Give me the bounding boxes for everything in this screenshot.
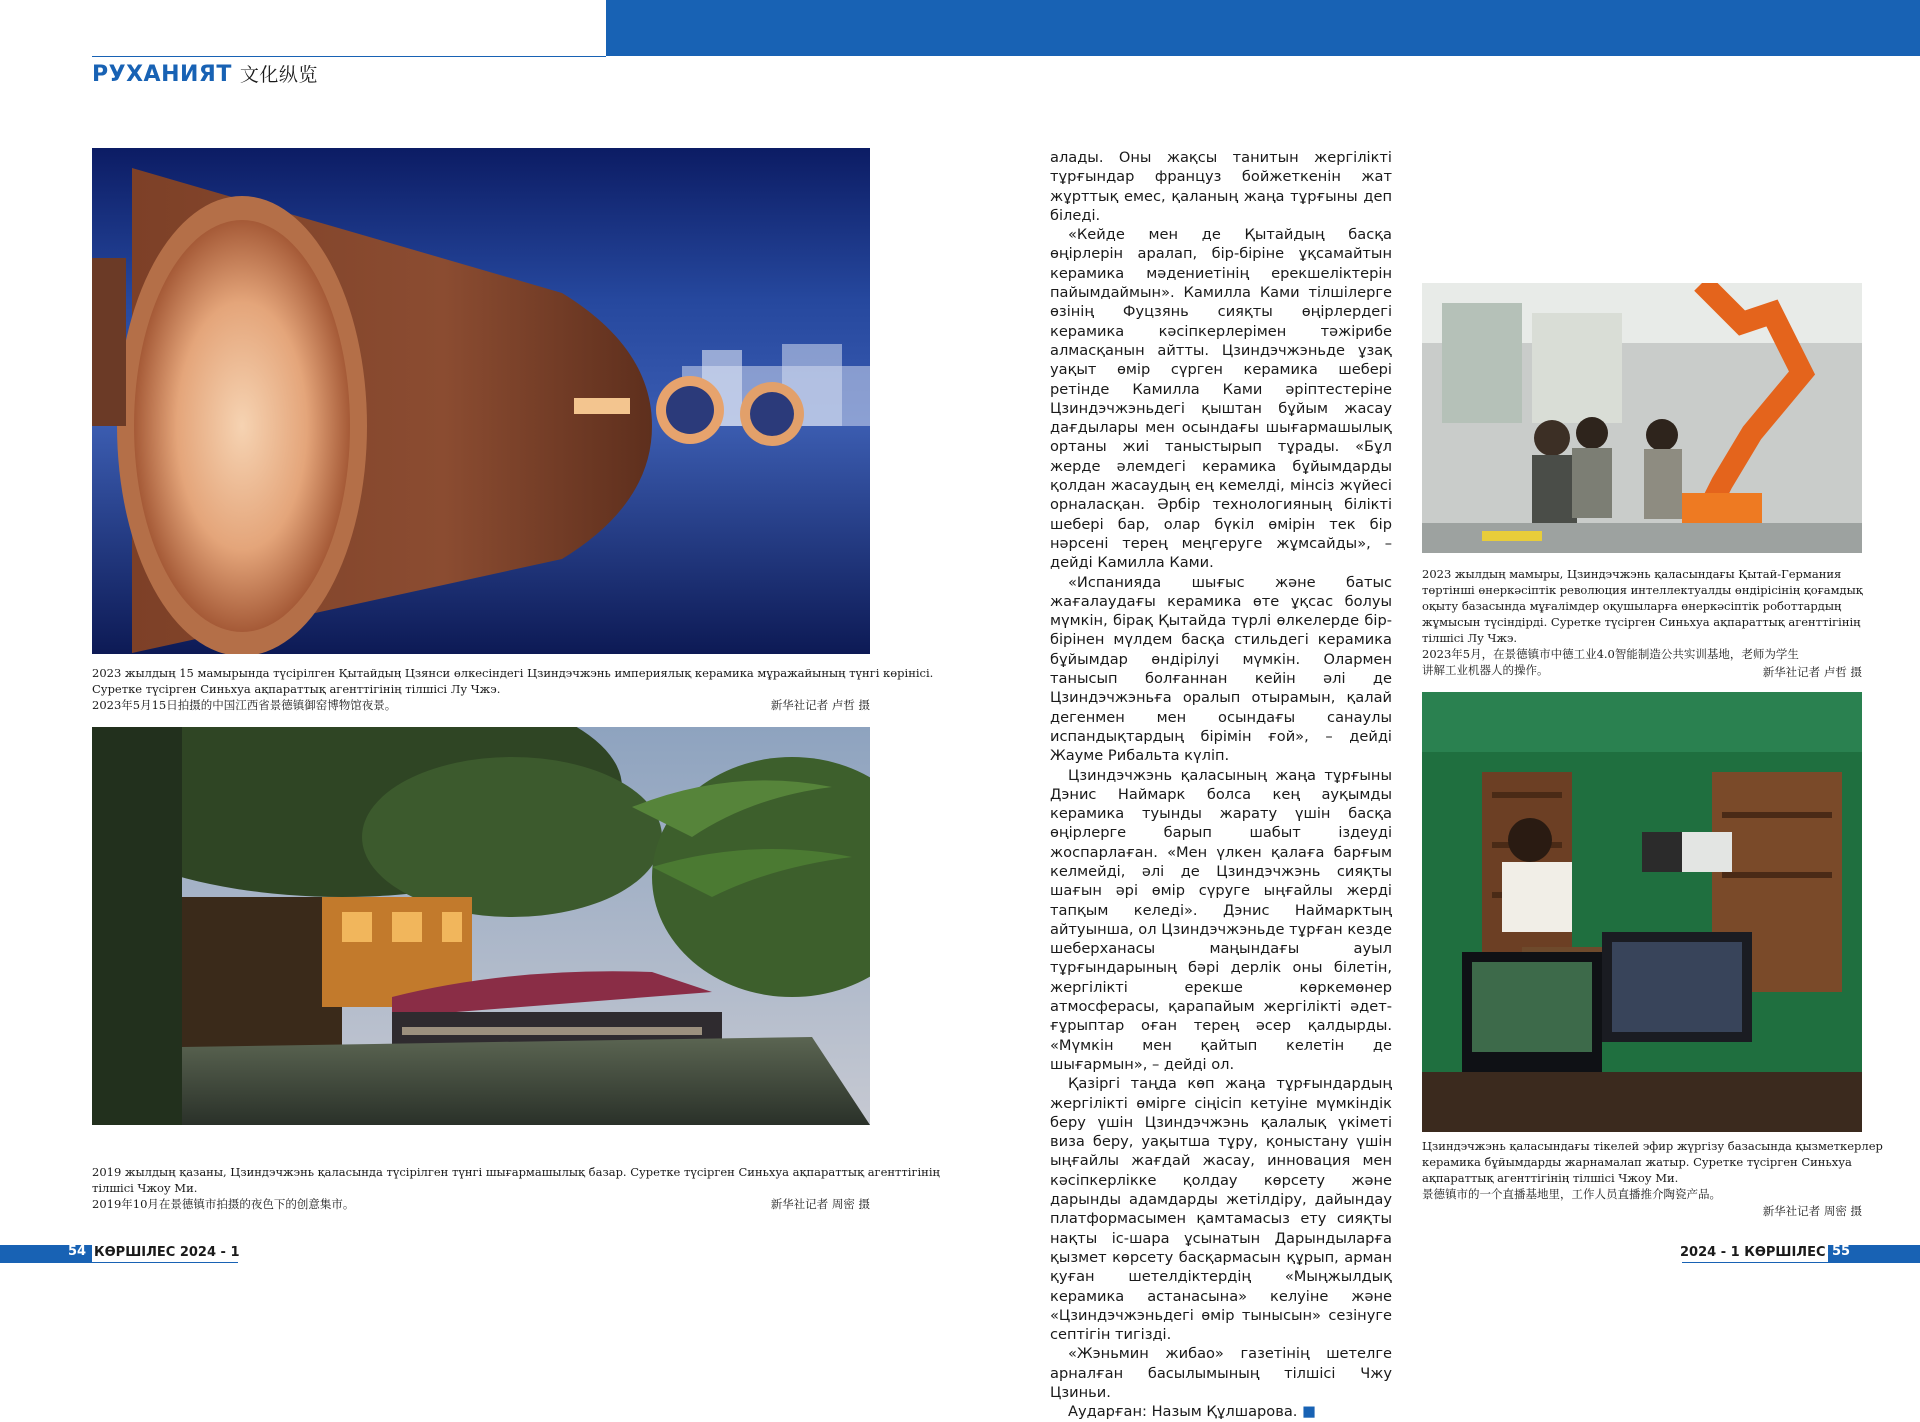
translator-line [1050,1402,1392,1421]
article-paragraph-2: «Кейде мен де Қытайдың басқа өңірлерін аралап, бір-біріне ұқсамайтын керамика мәдениетінің ерекшеліктерін пайымдаймын». Камилла Ками тілшілерге өзінің Фуцзянь сияқты өңірлердегі керамика кәсіпкерлерімен тәжірибе алмасқанын айтты. Цзиндэчжэньде ұзақ уақыт өмір сүрген керамика шебері ретінде Камилла Ками әріптестеріне Цзиндэчжэньдегі қыштан бұйым жасау дағдылары мен осындағы шығармашылық ортаны жиі таныстырып тұрады. «Бұл жерде әлемдегі керамика бұйымдарды қолдан жасаудың ең кемелді, мінсіз жүйесі орналасқан. Әрбір технологияның білікті шебері бар, олар бүкіл өмірін тек бір нәрсені терең меңгеруге жұмсайды», – дейді Камилла Ками. [1050,226,1392,572]
robot-caption-cn-line2: 讲解工业机器人的操作。 [1422,663,1549,677]
header-bar [606,0,1920,56]
footer-rule-right [1682,1262,1828,1263]
section-title [92,60,318,87]
translator-credit: Аударған: Назым Құлшарова. [1068,1403,1298,1421]
robot-caption-kk-line5: тілшісі Лу Чжэ. [1422,631,1518,645]
museum-caption-kk-line1: 2023 жылдың 15 мамырында түсірілген Қытайдың Цзянси өлкесіндегі Цзиндэчжэнь империялық керамика мұражайының түнгі көрінісі. [92,666,934,680]
robot-caption-kk-line1: 2023 жылдың мамыры, Цзиндэчжэнь қаласындағы Қытай-Германия [1422,567,1842,581]
robot-credit: 新华社记者 卢哲 摄 [1762,665,1862,679]
footer-magazine-left: КӨРШІЛЕС 2024 - 1 [94,1245,240,1260]
robot-photo [1422,283,1862,553]
footer-magazine-right: 2024 - 1 КӨРШІЛЕС [1680,1245,1826,1260]
market-caption-kk-line2: тілшісі Чжоу Ми. [92,1181,198,1195]
livestream-caption-kk-line2: керамика бұйымдарды жарнамалап жатыр. Суретке түсірген Синьхуа [1422,1155,1852,1169]
livestream-caption-kk-line3: ақпараттық агенттігінің тілшісі Чжоу Ми. [1422,1171,1679,1185]
page-number-right: 55 [1832,1244,1851,1259]
museum-photo [92,148,870,654]
article-paragraph-1: алады. Оны жақсы танитын жергілікті тұрғындар француз бойжеткенін жат жұрттық емес, қаланың жаңа тұрғыны деп біледі. [1050,149,1392,224]
article-column [1050,148,1392,1422]
footer-rule-left [92,1262,238,1263]
museum-caption-cn: 2023年5月15日拍摄的中国江西省景德镇御窑博物馆夜景。 [92,698,397,712]
robot-caption [1422,566,1863,678]
robot-caption-cn-line1: 2023年5月，在景德镇市中德工业4.0智能制造公共实训基地，老师为学生 [1422,647,1799,661]
market-caption-kk-line1: 2019 жылдың қазаны, Цзиндэчжэнь қаласында түсірілген түнгі шығармашылық базар. Суретке түсірген Синьхуа ақпараттық агенттігінің [92,1165,940,1179]
page-number-left: 54 [68,1244,87,1259]
market-photo [92,727,870,1125]
museum-caption-kk-line2: Суретке түсірген Синьхуа ақпараттық агенттігінің тілшісі Лу Чжэ. [92,682,501,696]
article-paragraph-3: «Испанияда шығыс және батыс жағалаудағы керамика өте ұқсас болуы мүмкін, бірақ Қытайда түрлі өлкелерде бір-бірінен мүлдем басқа стильдегі керамика бұйымдар өндірілуі мүмкін. Олармен танысып болғаннан кейін әлі де Цзиндэчжэньға оралып отырамын, қалай дегенмен мен осындағы санаулы испандықтардың бірімін ғой», – дейді Жауме Рибальта күліп. [1050,573,1392,765]
robot-caption-kk-line4: жұмысын түсіндірді. Суретке түсірген Синьхуа ақпараттық агенттігінің [1422,615,1861,629]
livestream-caption [1422,1138,1883,1202]
end-mark: ■ [1302,1403,1316,1421]
museum-credit: 新华社记者 卢哲 摄 [770,698,870,712]
livestream-caption-kk-line1: Цзиндэчжэнь қаласындағы тікелей эфир жүргізу базасында қызметкерлер [1422,1139,1883,1153]
section-title-cn: 文化纵览 [239,64,318,86]
livestream-photo [1422,692,1862,1132]
header-rule [92,56,606,57]
robot-caption-kk-line3: оқыту базасында мұғалімдер оқушыларға өнеркәсіптік роботтардың [1422,599,1842,613]
market-credit: 新华社记者 周密 摄 [770,1197,870,1211]
livestream-credit: 新华社记者 周密 摄 [1762,1204,1862,1218]
market-caption-cn: 2019年10月在景德镇市拍摄的夜色下的创意集市。 [92,1197,355,1211]
robot-caption-kk-line2: төртінші өнеркәсіптік революция интеллектуалды өндірісінің қоғамдық [1422,583,1863,597]
article-paragraph-5: Қазіргі таңда көп жаңа тұрғындардың жергілікті өмірге сіңісіп кетуіне мүмкіндік беру үшін Цзиндэчжэнь қалалық үкіметі виза беру, уақытша тұру, қоныстану үшін ыңғайлы жағдай жасау, инновация мен кәсіпкерлікке қолдау көрсету және дарынды адамдарды жетілдіру, дайындау платформасымен қамтамасыз ету сияқты нақты іс-шара ұсынатын Дарындыларға қызмет көрсету басқармасын құрып, арман қуған шетелдіктердің «Мыңжылдық керамика астанасына» келуіне және «Цзиндэчжэньдегі өмір тынысын» сезінуге септігін тигізді. [1050,1075,1392,1344]
article-paragraph-6: «Жэньмин жибао» газетінің шетелге арналған басылымының тілшісі Чжу Цзиньи. [1050,1345,1392,1401]
livestream-caption-cn: 景德镇市的一个直播基地里，工作人员直播推介陶瓷产品。 [1422,1187,1721,1201]
section-title-kk: РУХАНИЯТ [92,62,232,87]
article-paragraph-4: Цзиндэчжэнь қаласының жаңа тұрғыны Дэнис Наймарк болса кең ауқымды керамика туынды жарату үшін басқа өңірлерге барып шабыт іздеуді жоспарлаған. «Мен үлкен қалаға барғым келмейді, әлі де Цзиндэчжэнь сияқты шағын әрі өмір сүруге ыңғайлы жерді тапқым келеді». Дэнис Наймарктың айтуынша, ол Цзиндэчжэньде тұрған кезде шеберханасы маңындағы ауыл тұрғындарының бәрі дерлік оны білетін, жергілікті ерекше көркемөнер атмосферасы, қарапайым жергілікті әдет-ғұрыптар оған терең әсер қалдырды. «Мүмкін мен қайтып келетін де шығармын», – дейді ол. [1050,766,1392,1073]
